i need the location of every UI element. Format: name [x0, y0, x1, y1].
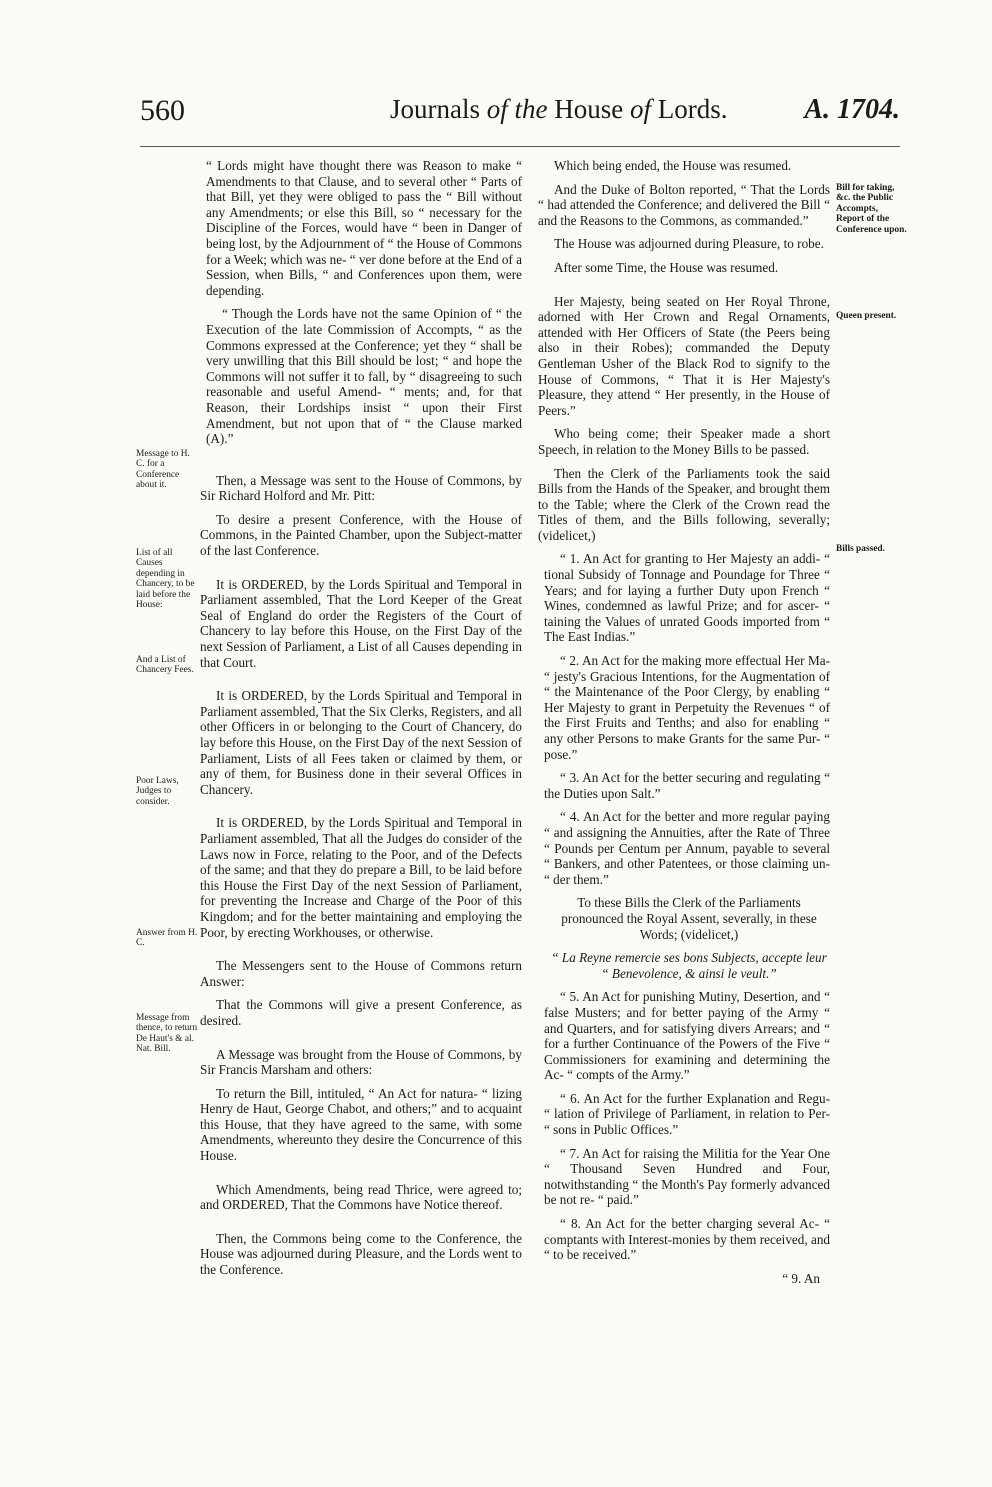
act-paragraph: “ 3. An Act for the better securing and regulating “ the Duties upon Salt.”	[544, 770, 830, 801]
catchword: “ 9. An	[782, 1270, 820, 1286]
royal-assent-paragraph: To these Bills the Clerk of the Parliaments pronounced the Royal Assent, severally, in these Words; (videlicet,)	[561, 895, 817, 942]
paragraph: The Messengers sent to the House of Commons return Answer:	[200, 958, 522, 989]
paragraph: Her Majesty, being seated on Her Royal Throne, adorned with Her Crown and Regal Ornaments, attended with Her Officers of State (the Peers being also in their Robes); commanded the Deputy Gentleman Usher of the Black Rod to signify to the House of Commons, “ That it is Her Majesty's Pleasure, they attend “ Her presently, in the House of Peers.”	[538, 293, 830, 418]
right-column	[538, 158, 830, 1294]
act-paragraph: “ 7. An Act for raising the Militia for the Year One “ Thousand Seven Hundred and Four, notwithstanding “ the Month's Pay formerly advanced be not re- “ paid.”	[544, 1145, 830, 1208]
act-paragraph: “ 6. An Act for the further Explanation and Regu- “ lation of Privilege of Parliament, in relation to Per- “ sons in Public Offices.”	[544, 1090, 830, 1138]
paragraph: “ Though the Lords have not the same Opinion of “ the Execution of the late Commission of Accompts, “ as the Commons expressed at the Conference; yet they “ shall be very unwilling that this Bill should be lost; “ and hope the Commons will not suffer it to fall, by “ disagreeing to such reasonable and useful Amend- “ ments; and, for that Reason, their Lordships insist “ upon their First Amendment, but not upon that of “ the Clause marked (A).”	[206, 306, 522, 447]
paragraph: And the Duke of Bolton reported, “ That the Lords “ had attended the Conference; and delivered the Bill “ and the Reasons to the Commons, as commanded.”	[538, 181, 830, 228]
page-header	[140, 94, 900, 144]
margin-note: Message to H. C. for a Conference about it.	[136, 449, 190, 491]
paragraph: That the Commons will give a present Conference, as desired.	[200, 997, 522, 1028]
act-paragraph: “ 2. An Act for the making more effectual Her Ma- “ jesty's Gracious Intentions, for the Augmentation of “ the Maintenance of the Poor Clergy, by enabling “ Her Majesty to grant in Perpetuity the Revenues “ of the First Fruits and Tenths; and also for enabling “ any other Persons to make Grants for the same Pur- “ pose.”	[544, 653, 830, 762]
margin-note: And a List of Chancery Fees.	[136, 655, 194, 676]
paragraph: To desire a present Conference, with the House of Commons, in the Painted Chamber, upon the Subject-matter of the last Conference.	[200, 511, 522, 559]
act-paragraph: “ 4. An Act for the better and more regular paying “ and assigning the Annuities, after the Rate of Three “ Pounds per Centum per Annum, payable to several “ Bankers, and other Patentees, or those claiming un- “ der them.”	[544, 809, 830, 887]
margin-note: Queen present.	[836, 311, 897, 321]
page-number: 560	[140, 94, 185, 127]
act-paragraph: “ 8. An Act for the better charging several Ac- “ comptants with Interest-monies by them received, and “ to be received.”	[544, 1216, 831, 1263]
paragraph: After some Time, the House was resumed.	[554, 259, 779, 275]
royal-assent-formula: “ La Reyne remercie ses bons Subjects, accepte leur “ Benevolence, & ainsi le veult.”	[551, 950, 827, 981]
paragraph: Then, a Message was sent to the House of Commons, by Sir Richard Holford and Mr. Pitt:	[200, 472, 522, 504]
margin-note: Bills passed.	[836, 544, 885, 554]
margin-note: Message from thence, to return De Haut's & al. Nat. Bill.	[136, 1013, 198, 1055]
paragraph: “ Lords might have thought there was Reason to make “ Amendments to that Clause, and to several other “ Parts of that Bill, yet they were obliged to pass the “ Bill without any Amendments; or else this Bill, so “ necessary for the Discipline of the Forces, would have “ been in Danger of being lost, by the Adjournment of “ the House of Commons for a Week; which was ne- “ ver done before at the End of a Session, when Bills, “ and Conferences upon them, were depending.	[206, 158, 522, 298]
paragraph: Which Amendments, being read Thrice, were agreed to; and ORDERED, That the Commons have Notice thereof.	[200, 1181, 522, 1213]
paragraph: Which being ended, the House was resumed.	[554, 158, 792, 173]
act-paragraph: “ 1. An Act for granting to Her Majesty an addi- “ tional Subsidy of Tonnage and Poundage for Three “ Years; and for laying a further Duty upon French “ Wines, condemned as lawful Prize; and for ascer- “ taining the Values of unrated Goods imported from “ The East Indias.”	[544, 551, 830, 645]
paragraph: It is ORDERED, by the Lords Spiritual and Temporal in Parliament assembled, That the Lord Keeper of the Great Seal of England do order the Registers of the Court of Chancery to lay before this House, on the First Day of the next Session of Parliament, a List of all Causes depending in that Court.	[200, 576, 522, 670]
left-column	[200, 158, 522, 1286]
act-paragraph: “ 5. An Act for punishing Mutiny, Desertion, and “ false Musters; and for better paying of the Army “ and Quarters, and for satisfying divers Arrears; and “ for a further Continuance of the Powers of the Five “ Commissioners for examining and determining the Ac- “ compts of the Army.”	[544, 989, 830, 1083]
page-year: A. 1704.	[804, 94, 900, 125]
margin-note: Answer from H. C.	[136, 928, 198, 949]
margin-note: Bill for taking, &c. the Public Accompts, Report of the Conference upon.	[836, 183, 907, 235]
paragraph: To return the Bill, intituled, “ An Act for natura- “ lizing Henry de Haut, George Chabot, and others;” and to acquaint this House, that they have agreed to the same, with some Amendments, whereunto they desire the Concurrence of this House.	[200, 1085, 522, 1164]
running-title: Journals of the House of Lords.	[390, 94, 728, 124]
paragraph: Who being come; their Speaker made a short Speech, in relation to the Money Bills to be passed.	[538, 426, 830, 457]
paragraph: Then the Clerk of the Parliaments took the said Bills from the Hands of the Speaker, and brought them to the Table; where the Clerk of the Crown read the Titles of them, and the Bills following, severally; (videlicet,)	[538, 465, 830, 543]
paragraph: It is ORDERED, by the Lords Spiritual and Temporal in Parliament assembled, That the Six Clerks, Registers, and all other Officers in or belonging to the Court of Chancery, do lay before this House, on the First Day of the next Session of Parliament, Lists of all Fees taken or claimed by them, or any of them, for Business done in their several Offices in Chancery.	[200, 688, 522, 797]
paragraph: Then, the Commons being come to the Conference, the House was adjourned during Pleasure, and the Lords went to the Conference.	[200, 1230, 522, 1278]
margin-note: Poor Laws, Judges to consider.	[136, 776, 179, 807]
paragraph: It is ORDERED, by the Lords Spiritual and Temporal in Parliament assembled, That all the Judges do consider of the Laws now in Force, relating to the Poor, and of the Defects of the same; and that they do prepare a Bill, to be laid before this House the First Day of the next Session of Parliament, for preventing the Increase and Charge of the Poor of this Kingdom; and for the better maintaining and employing the Poor, by erecting Workhouses, or otherwise.	[200, 815, 522, 940]
header-rule	[140, 146, 900, 147]
margin-note: List of all Causes depending in Chancery, to be laid before the House:	[136, 548, 195, 611]
paragraph: A Message was brought from the House of Commons, by Sir Francis Marsham and others:	[200, 1046, 522, 1078]
paragraph: The House was adjourned during Pleasure, to robe.	[554, 236, 824, 252]
